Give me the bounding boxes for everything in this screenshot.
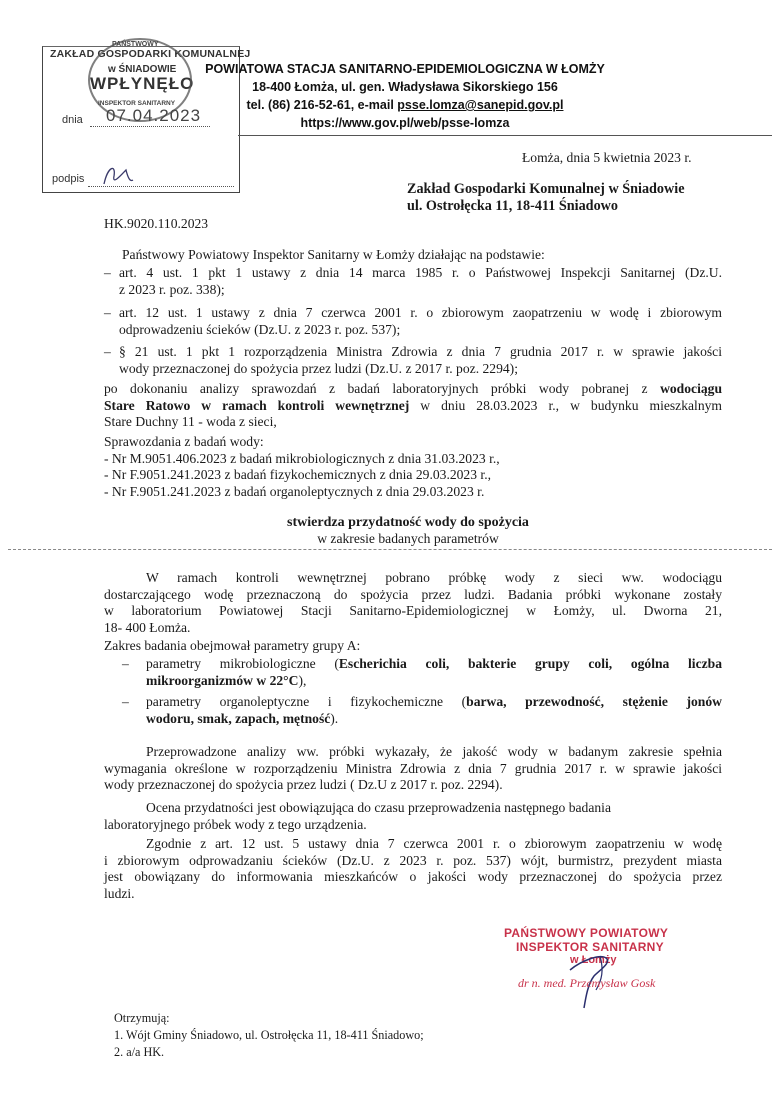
- recipients-label: Otrzymują:: [114, 1011, 170, 1025]
- recipient-address: ul. Ostrołęcka 11, 18-411 Śniadowo: [407, 198, 619, 214]
- basis-item-2: – art. 12 ust. 1 ustawy z dnia 7 czerwca 2001 r. o zbiorowym zaopatrzeniu w wodę i zbiorowym odprowadzeniu ścieków (Dz.U. z 2023 r. poz. 537);: [104, 305, 722, 337]
- stamp-received: WPŁYNĘŁO: [90, 74, 195, 93]
- institution-name: POWIATOWA STACJA SANITARNO-EPIDEMIOLOGICZNA W ŁOMŻY: [205, 62, 605, 76]
- sampling-paragraph: W ramach kontroli wewnętrznej pobrano próbkę wody z sieci ww. wodociągu dostarczającego wodę przeznaczoną do spożycia przez ludzi. Badania próbki wykonane zostały w laboratorium Powiatowej Stacji Sanitarno-Epidemiologicznej w Łomży, ul. Dworna 21, 18- 400 Łomża.: [104, 570, 722, 635]
- recipient-item: 2. a/a HK.: [114, 1045, 165, 1059]
- institution-website[interactable]: https://www.gov.pl/web/psse-lomza: [300, 116, 510, 130]
- reports-block: [104, 434, 500, 500]
- stamp-date-line: [90, 126, 210, 127]
- obligation-paragraph: Zgodnie z art. 12 ust. 5 ustawy dnia 7 czerwca 2001 r. o zbiorowym zaopatrzeniu w wodę i zbiorowym odprowadzaniu ścieków (Dz.U. z 2023 r. poz. 537) wójt, burmistrz, prezydent miasta jest obowiązany do informowania mieszkańców o jakości wody przeznaczonej do spożycia przez ludzi.: [104, 836, 722, 901]
- validity-paragraph: Ocena przydatności jest obowiązująca do czasu przeprowadzenia następnego badania laboratoryjnego próbek wody z tego urządzenia.: [104, 800, 611, 832]
- institution-address: 18-400 Łomża, ul. gen. Władysława Sikorskiego 156: [252, 80, 558, 94]
- basis-item-1: – art. 4 ust. 1 pkt 1 ustawy z dnia 14 marca 1985 r. o Państwowej Inspekcji Sanitarnej (Dz.U. z 2023 r. poz. 338);: [104, 265, 722, 297]
- institution-contact: tel. (86) 216-52-61, e-mail psse.lomza@sanepid.gov.pl: [246, 98, 564, 112]
- basis-intro: Państwowy Powiatowy Inspektor Sanitarny w Łomży działając na podstawie:: [122, 247, 545, 262]
- stamp-signature-scribble: [100, 160, 136, 190]
- email-link[interactable]: psse.lomza@sanepid.gov.pl: [397, 98, 564, 112]
- basis-item-3: – § 21 ust. 1 pkt 1 rozporządzenia Ministra Zdrowia z dnia 7 grudnia 2017 r. w sprawie jakości wody przeznaczonej do spożycia przez ludzi (Dz.U. z 2017 r. poz. 2294);: [104, 344, 722, 376]
- verdict-title: stwierdza przydatność wody do spożycia: [287, 515, 529, 530]
- seal-top-text: PAŃSTWOWY: [112, 41, 159, 48]
- signature-stamp-line2: INSPEKTOR SANITARNY: [516, 940, 664, 954]
- stamp-sign-label: podpis: [52, 173, 85, 185]
- signature-stamp-line1: PAŃSTWOWY POWIATOWY: [504, 926, 669, 940]
- institution-header: [195, 60, 615, 132]
- results-paragraph: Przeprowadzone analizy ww. próbki wykazały, że jakość wody w badanym zakresie spełnia wymagania określone w rozporządzeniu Ministra Zdrowia z dnia 7 grudnia 2017 r. w sprawie jakości wody przeznaczonej do spożycia przez ludzi ( Dz.U z 2017 r. poz. 2294).: [104, 744, 722, 793]
- reports-label: Sprawozdania z badań wody:: [104, 434, 264, 449]
- header-divider: [238, 135, 772, 136]
- stamp-date-label: dnia: [62, 114, 83, 126]
- scope-item-microbiological: – parametry mikrobiologiczne (Escherichia coli, bakterie grupy coli, ogólna liczba mikroorganizmów w 22°C),: [122, 656, 722, 688]
- seal-bottom-text: INSPEKTOR SANITARNY: [98, 100, 176, 107]
- recipient-name: Zakład Gospodarki Komunalnej w Śniadowie: [407, 181, 685, 197]
- recipient-item: 1. Wójt Gminy Śniadowo, ul. Ostrołęcka 11, 18-411 Śniadowo;: [114, 1028, 424, 1042]
- recipients-block: [114, 1010, 424, 1061]
- signature-stamp-line3: w Łomży: [570, 954, 617, 966]
- scope-item-physicochemical: – parametry organoleptyczne i fizykochemiczne (barwa, przewodność, stężenie jonów wodoru, smak, zapach, mętność).: [122, 694, 722, 726]
- stamp-date-value: 07.04.2023: [106, 106, 202, 125]
- date-place: Łomża, dnia 5 kwietnia 2023 r.: [522, 150, 692, 165]
- report-item: - Nr F.9051.241.2023 z badań organoleptycznych z dnia 29.03.2023 r.: [104, 483, 485, 499]
- report-item: - Nr M.9051.406.2023 z badań mikrobiologicznych z dnia 31.03.2023 r.,: [104, 450, 500, 466]
- verdict-divider: [8, 549, 772, 550]
- scope-label: Zakres badania obejmował parametry grupy A:: [104, 638, 361, 653]
- stamp-town: w ŚNIADOWIE: [108, 64, 177, 75]
- inspector-name: dr n. med. Przemysław Gosk: [518, 976, 656, 990]
- stamp-company: ZAKŁAD GOSPODARKI KOMUNALNEJ: [50, 48, 251, 60]
- analysis-paragraph: po dokonaniu analizy sprawozdań z badań laboratoryjnych próbki wody pobranej z wodociągu Stare Ratowo w ramach kontroli wewnętrznej w dniu 28.03.2023 r., w budynku mieszkalnym Stare Duchny 11 - woda z sieci,: [104, 381, 722, 430]
- report-item: - Nr F.9051.241.2023 z badań fizykochemicznych z dnia 29.03.2023 r.,: [104, 467, 491, 483]
- reference-number: HK.9020.110.2023: [104, 216, 209, 231]
- verdict-subtitle: w zakresie badanych parametrów: [317, 531, 499, 546]
